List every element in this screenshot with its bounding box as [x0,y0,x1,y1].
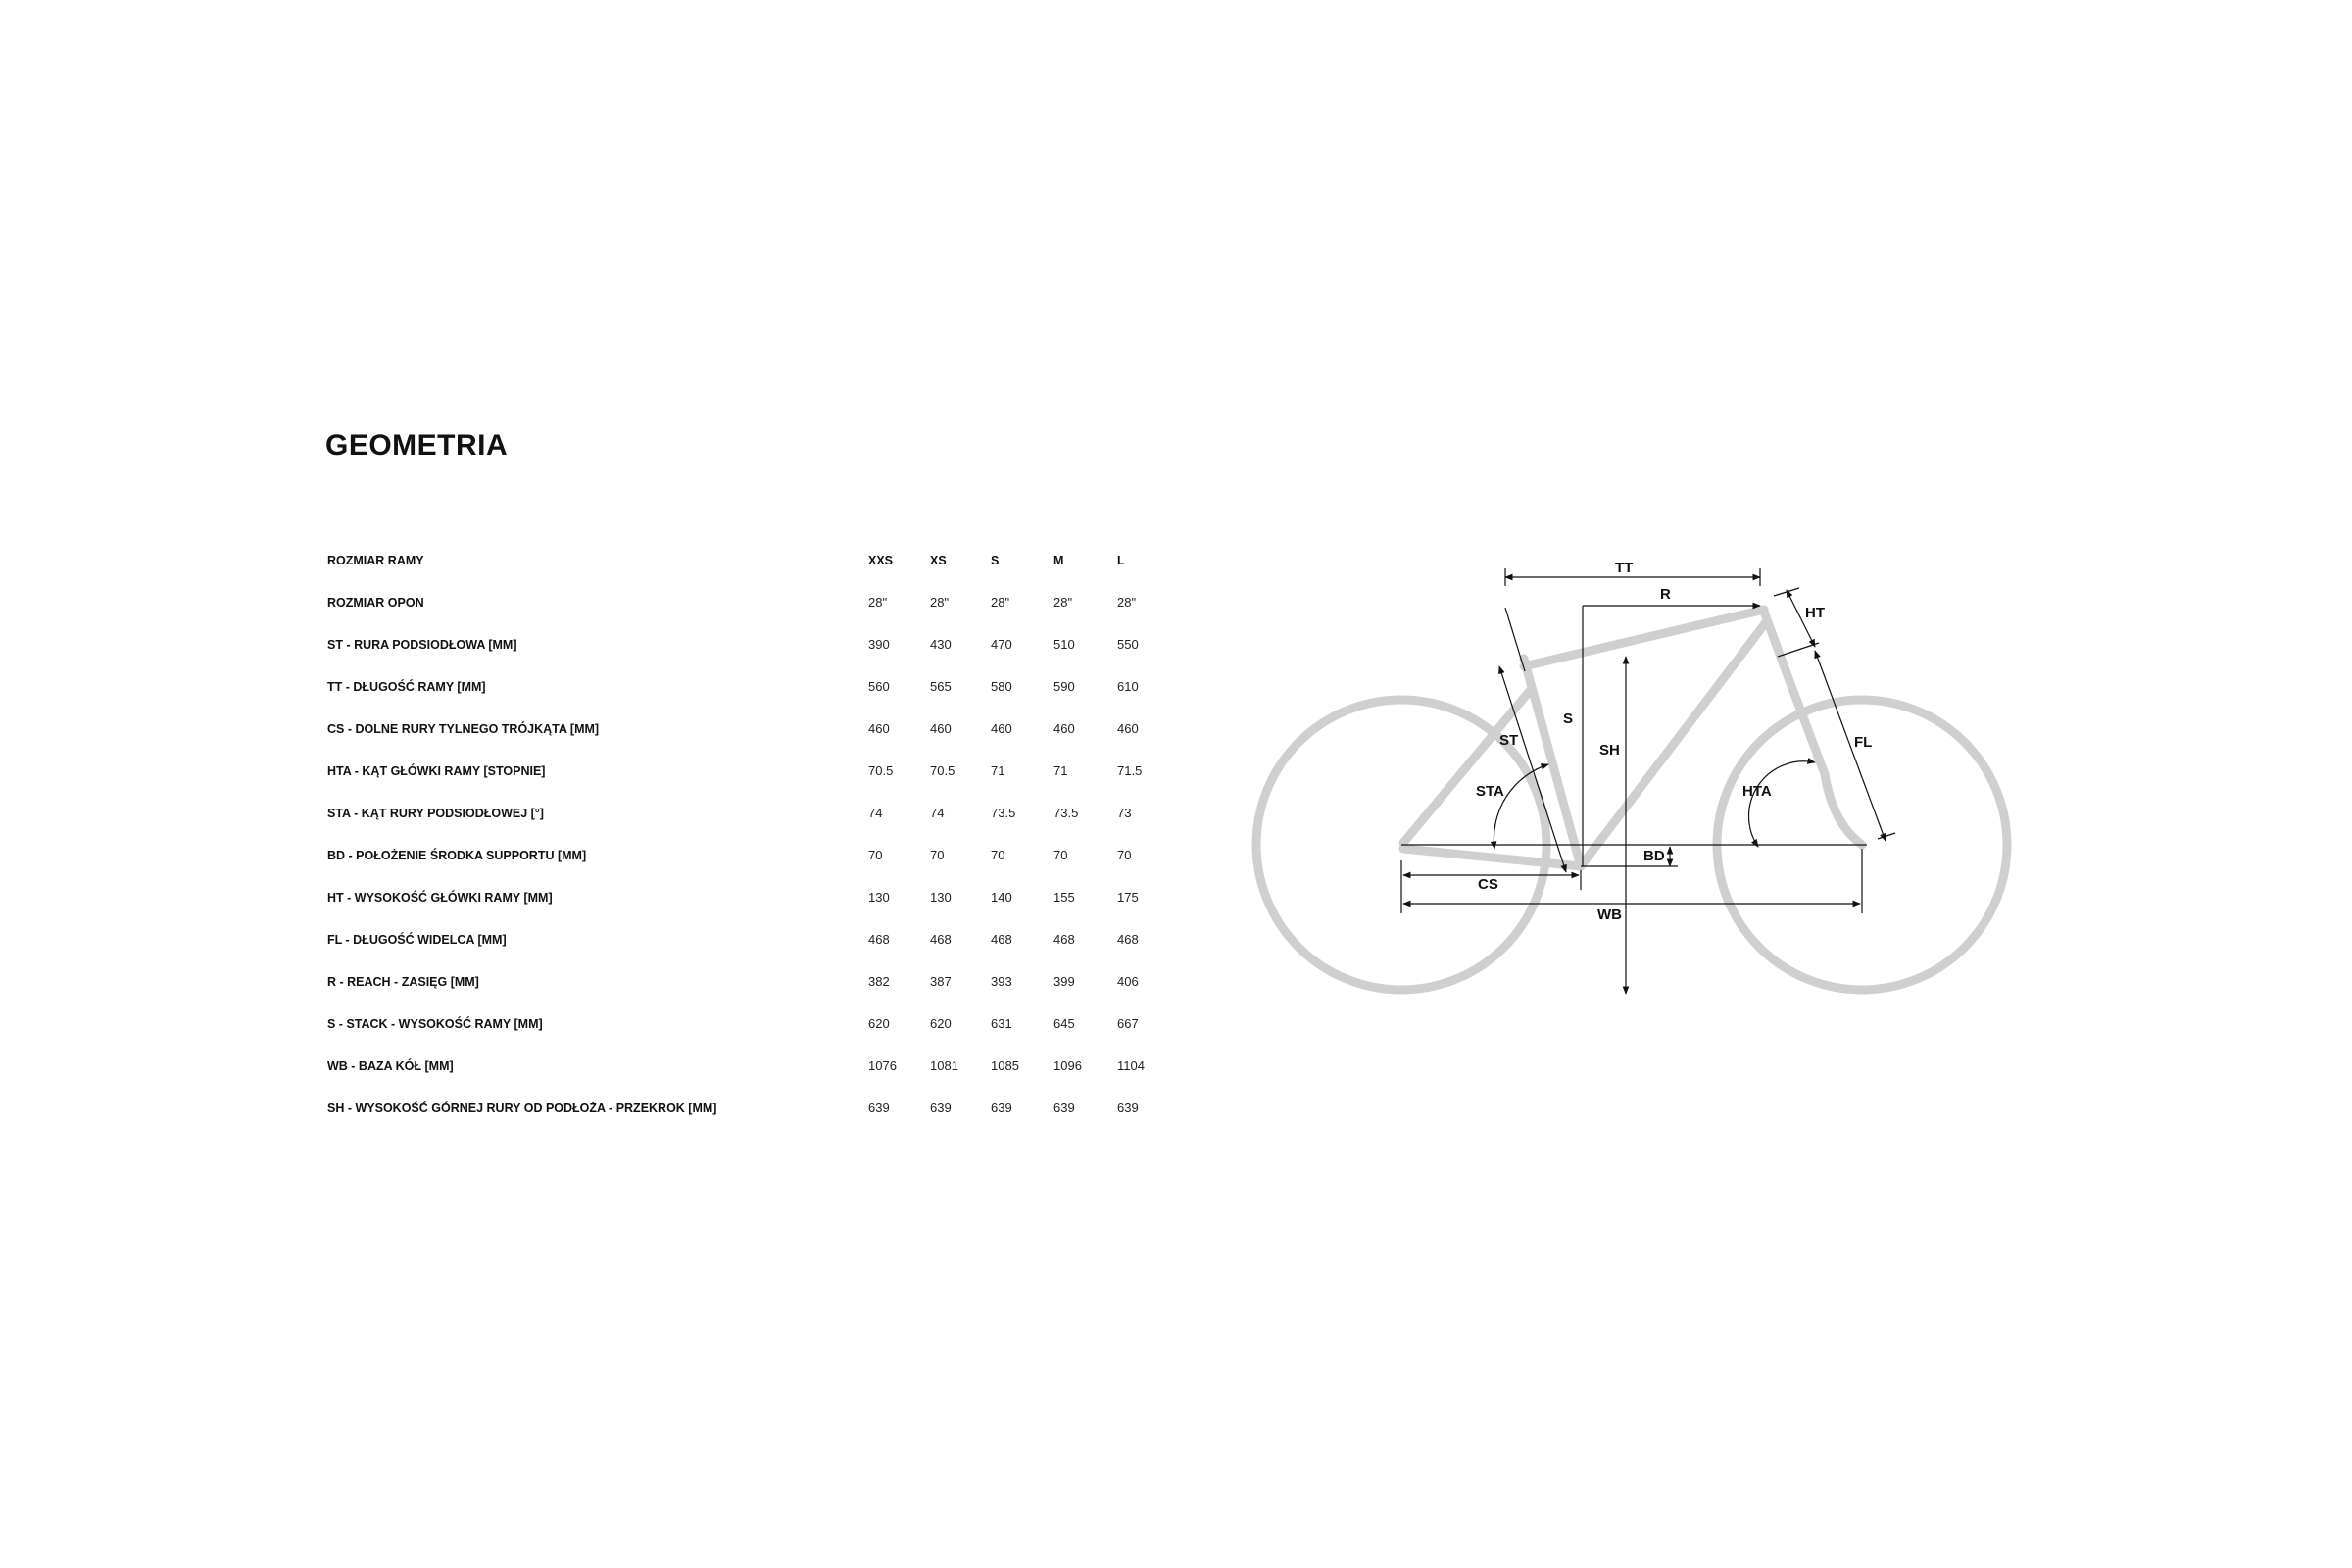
cell-value: 631 [991,1016,1012,1031]
cell-value: 1104 [1117,1058,1145,1073]
row-label: HTA - KĄT GŁÓWKI RAMY [STOPNIE] [327,763,546,778]
cell-value: 550 [1117,637,1139,652]
cell-value: 390 [868,637,890,652]
cell-value: 1076 [868,1058,897,1073]
size-header-m: M [1054,553,1064,567]
top-tube [1524,610,1764,666]
label-tt: TT [1615,560,1634,576]
row-label: R - REACH - ZASIĘG [MM] [327,974,479,989]
cell-value: 71.5 [1117,763,1143,778]
row-label: FL - DŁUGOŚĆ WIDELCA [MM] [327,932,507,947]
row-label: STA - KĄT RURY PODSIODŁOWEJ [°] [327,806,544,820]
cell-value: 1081 [930,1058,958,1073]
label-ht: HT [1805,605,1825,621]
cell-value: 468 [1054,932,1075,947]
cell-value: 130 [868,890,890,905]
cell-value: 28" [1117,595,1137,610]
cell-value: 590 [1054,679,1075,694]
table-row [327,750,1176,792]
table-row [327,1045,1176,1087]
page-title: GEOMETRIA [325,429,509,462]
row-label: BD - POŁOŻENIE ŚRODKA SUPPORTU [MM] [327,848,587,862]
table-row [327,623,1176,665]
cell-value: 645 [1054,1016,1075,1031]
table-row [327,1003,1176,1045]
table-row [327,665,1176,708]
cell-value: 73.5 [1054,806,1079,820]
label-fl: FL [1854,734,1873,751]
size-header-l: L [1117,553,1125,567]
cell-value: 70 [1054,848,1068,862]
cell-value: 565 [930,679,952,694]
cell-value: 71 [991,763,1005,778]
cell-value: 399 [1054,974,1075,989]
cell-value: 460 [1054,721,1075,736]
cell-value: 460 [868,721,890,736]
label-hta: HTA [1742,783,1772,800]
chain-stay [1403,849,1581,866]
cell-value: 28" [868,595,888,610]
cell-value: 639 [1117,1101,1139,1115]
row-label: TT - DŁUGOŚĆ RAMY [MM] [327,679,486,694]
cell-value: 28" [1054,595,1073,610]
cell-value: 70 [930,848,945,862]
row-label: HT - WYSOKOŚĆ GŁÓWKI RAMY [MM] [327,890,553,905]
cell-value: 70.5 [930,763,956,778]
head-tube [1764,612,1786,670]
label-s: S [1563,710,1574,727]
label-sh: SH [1599,742,1620,759]
cell-value: 73.5 [991,806,1016,820]
cell-value: 71 [1054,763,1068,778]
bike-geometry-diagram [1245,549,2029,1019]
table-row [327,834,1176,876]
cell-value: 70 [868,848,883,862]
cell-value: 74 [930,806,945,820]
label-sta: STA [1476,783,1504,800]
cell-value: 560 [868,679,890,694]
cell-value: 175 [1117,890,1139,905]
cell-value: 667 [1117,1016,1139,1031]
table-row [327,960,1176,1003]
header-frame-size-label: ROZMIAR RAMY [327,553,424,567]
size-header-xs: XS [930,553,947,567]
cell-value: 610 [1117,679,1139,694]
table-header-row [327,539,1176,581]
table-row [327,918,1176,960]
cell-value: 155 [1054,890,1075,905]
cell-value: 73 [1117,806,1132,820]
size-header-xxs: XXS [868,553,894,567]
label-st: ST [1499,732,1519,749]
row-label: ST - RURA PODSIODŁOWA [MM] [327,637,517,652]
cell-value: 468 [930,932,952,947]
cell-value: 510 [1054,637,1075,652]
cell-value: 28" [991,595,1010,610]
row-label: CS - DOLNE RURY TYLNEGO TRÓJKĄTA [MM] [327,721,600,736]
label-bd: BD [1643,848,1665,864]
cell-value: 468 [991,932,1012,947]
cell-value: 28" [930,595,950,610]
cell-value: 1085 [991,1058,1019,1073]
cell-value: 639 [930,1101,952,1115]
label-cs: CS [1478,876,1498,893]
geometry-table [327,539,1176,1129]
cell-value: 1096 [1054,1058,1082,1073]
table-row [327,581,1176,623]
cell-value: 140 [991,890,1012,905]
cell-value: 430 [930,637,952,652]
cell-value: 620 [868,1016,890,1031]
cell-value: 468 [1117,932,1139,947]
cell-value: 382 [868,974,890,989]
bike-frame-outline [1256,610,2007,990]
cell-value: 387 [930,974,952,989]
row-label: S - STACK - WYSOKOŚĆ RAMY [MM] [327,1016,543,1031]
row-label: WB - BAZA KÓŁ [MM] [327,1058,454,1073]
row-label: ROZMIAR OPON [327,595,424,610]
cell-value: 460 [930,721,952,736]
cell-value: 639 [1054,1101,1075,1115]
cell-value: 406 [1117,974,1139,989]
cell-value: 70.5 [868,763,894,778]
cell-value: 620 [930,1016,952,1031]
cell-value: 580 [991,679,1012,694]
cell-value: 639 [868,1101,890,1115]
size-header-s: S [991,553,1000,567]
table-row [327,708,1176,750]
cell-value: 470 [991,637,1012,652]
cell-value: 74 [868,806,883,820]
cell-value: 468 [868,932,890,947]
cell-value: 70 [1117,848,1132,862]
cell-value: 70 [991,848,1005,862]
table-row [327,792,1176,834]
row-label: SH - WYSOKOŚĆ GÓRNEJ RURY OD PODŁOŻA - PRZEKROK [MM] [327,1101,717,1115]
cell-value: 639 [991,1101,1012,1115]
label-wb: WB [1597,906,1622,923]
cell-value: 460 [991,721,1012,736]
cell-value: 130 [930,890,952,905]
label-r: R [1660,586,1671,603]
cell-value: 460 [1117,721,1139,736]
table-row [327,876,1176,918]
table-row [327,1087,1176,1129]
cell-value: 393 [991,974,1012,989]
